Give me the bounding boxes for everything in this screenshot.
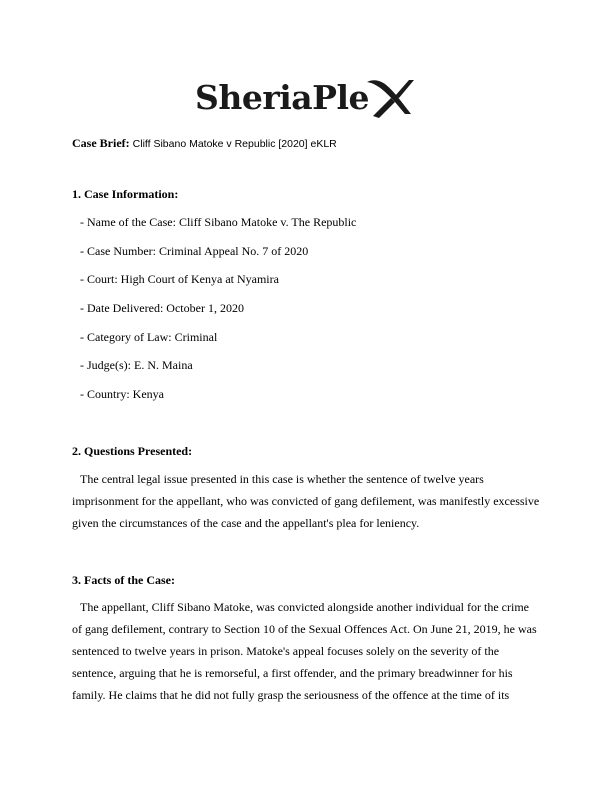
x-swoosh-icon bbox=[365, 76, 415, 120]
paragraph-line: imprisonment for the appellant, who was convicted of gang defilement, was manifestly excessive bbox=[72, 494, 540, 508]
paragraph-line: sentence, arguing that he is remorseful, a first offender, and the primary breadwinner for his bbox=[72, 666, 513, 680]
paragraph-line: family. He claims that he did not fully grasp the seriousness of the offence at the time of its bbox=[72, 688, 510, 702]
paragraph-line: sentenced to twelve years in prison. Matoke's appeal focuses solely on the severity of the bbox=[72, 644, 500, 658]
info-item-case-number: - Case Number: Criminal Appeal No. 7 of 2020 bbox=[80, 244, 309, 258]
section-heading-facts: 3. Facts of the Case: bbox=[72, 573, 175, 587]
info-item-country: - Country: Kenya bbox=[80, 387, 164, 401]
info-item-date: - Date Delivered: October 1, 2020 bbox=[80, 301, 244, 315]
info-item-court: - Court: High Court of Kenya at Nyamira bbox=[80, 272, 279, 286]
case-brief-line bbox=[72, 136, 337, 151]
paragraph-line: of gang defilement, contrary to Section 10 of the Sexual Offences Act. On June 21, 2019, he was bbox=[72, 622, 537, 636]
questions-paragraph bbox=[72, 468, 550, 534]
case-brief-title: Cliff Sibano Matoke v Republic [2020] eKLR bbox=[132, 138, 337, 150]
section-heading-case-information: 1. Case Information: bbox=[72, 187, 179, 201]
case-brief-label: Case Brief: bbox=[72, 136, 130, 150]
info-item-category: - Category of Law: Criminal bbox=[80, 330, 218, 344]
info-item-judge: - Judge(s): E. N. Maina bbox=[80, 358, 193, 372]
logo-text: SheriaPle bbox=[195, 78, 369, 117]
info-item-name: - Name of the Case: Cliff Sibano Matoke v. The Republic bbox=[80, 215, 357, 229]
facts-paragraph bbox=[72, 596, 550, 706]
paragraph-line: given the circumstances of the case and the appellant's plea for leniency. bbox=[72, 516, 420, 530]
section-heading-questions-presented: 2. Questions Presented: bbox=[72, 444, 193, 458]
paragraph-line: The central legal issue presented in this case is whether the sentence of twelve years bbox=[80, 472, 484, 486]
sheriaplex-logo bbox=[195, 76, 425, 120]
paragraph-line: The appellant, Cliff Sibano Matoke, was convicted alongside another individual for the crime bbox=[80, 600, 529, 614]
